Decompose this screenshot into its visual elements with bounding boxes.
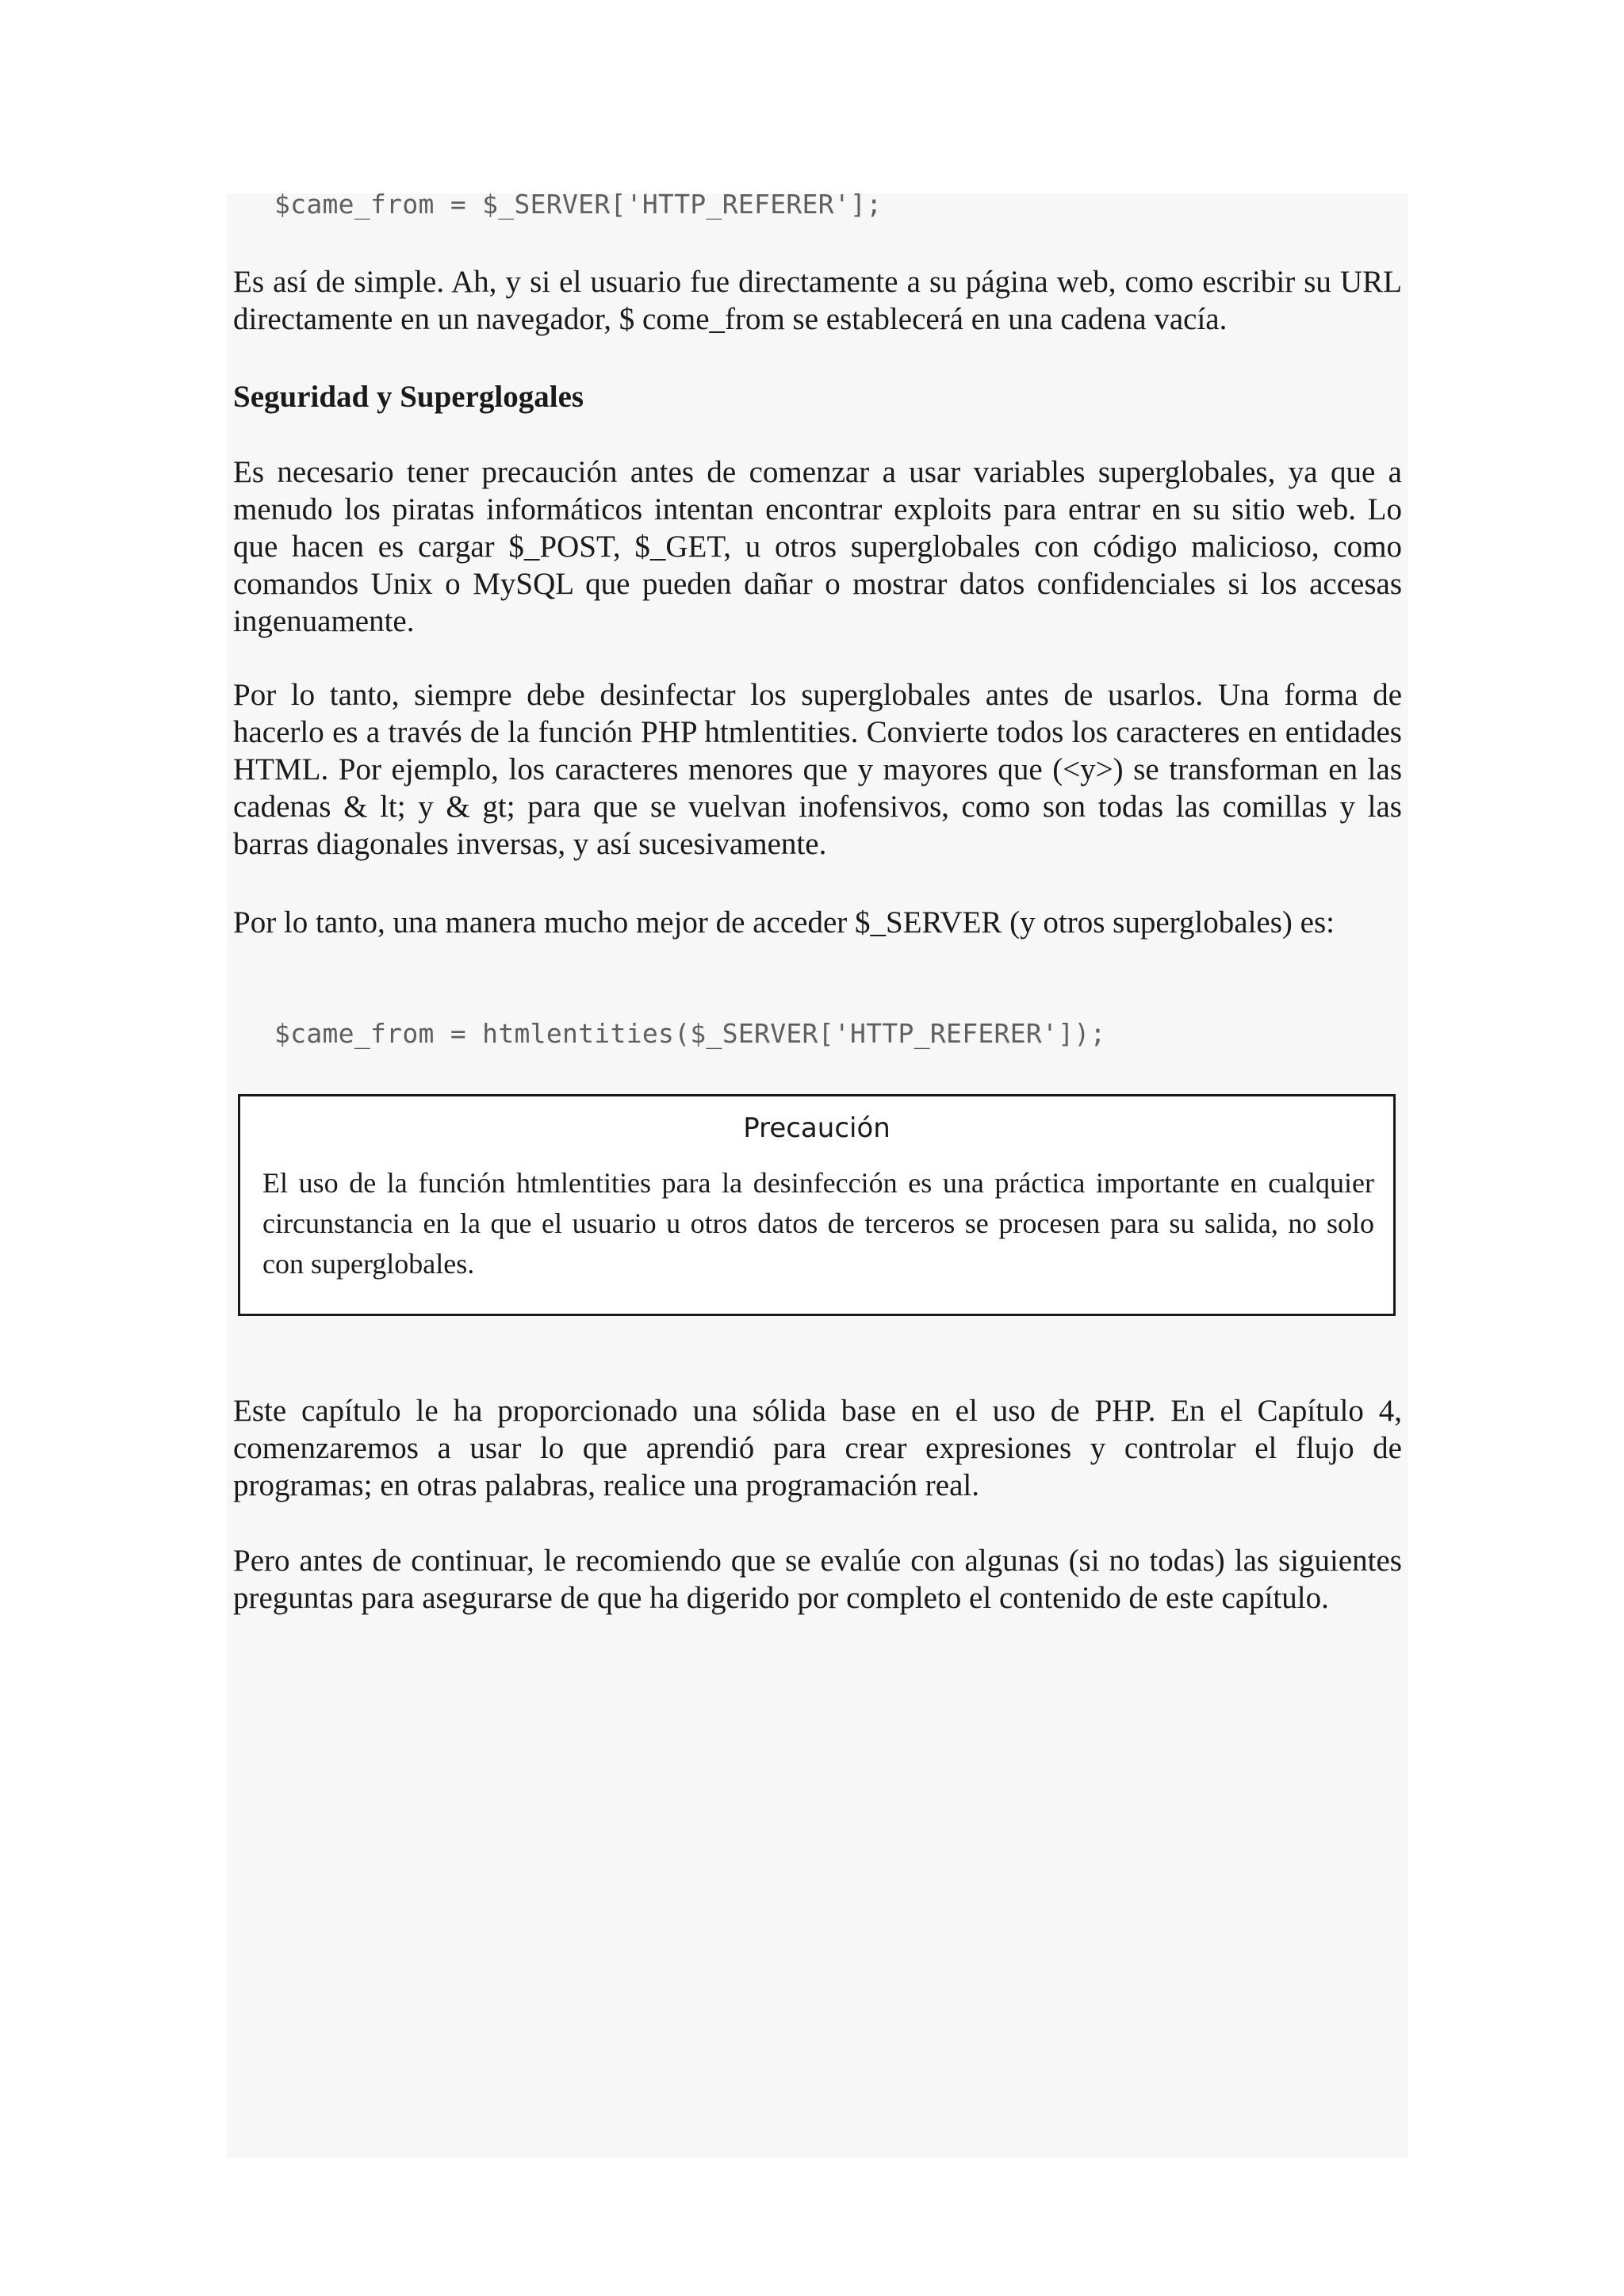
paragraph-chapter-summary: Este capítulo le ha proporcionado una sólida base en el uso de PHP. En el Capítulo 4, comenzaremos a usar lo que aprendió para crear expresiones y controlar el flujo de programas; en otras palabras, realice una programación real. <box>233 1394 1402 1502</box>
paragraph-empty-referer: Es así de simple. Ah, y si el usuario fue directamente a su página web, como escribir su URL directamente en un navegador, $ come_from se establecerá en una cadena vacía. <box>233 265 1402 336</box>
caution-box <box>238 1094 1396 1316</box>
caution-title: Precaución <box>743 1112 891 1144</box>
code-snippet-htmlentities: $came_from = htmlentities($_SERVER['HTTP_REFERER']); <box>274 1018 1106 1049</box>
caution-body: El uso de la función htmlentities para la desinfección es una práctica importante en cualquier circunstancia en la que el usuario u otros datos de terceros se procesen para su salida, no solo con superglobales. <box>262 1167 1374 1280</box>
section-heading-security: Seguridad y Superglogales <box>233 380 584 414</box>
paragraph-better-access: Por lo tanto, una manera mucho mejor de acceder $_SERVER (y otros superglobales) es: <box>233 905 1335 939</box>
paragraph-self-evaluation: Pero antes de continuar, le recomiendo que se evalúe con algunas (si no todas) las siguientes preguntas para asegurarse de que ha digerido por completo el contenido de este capítulo. <box>233 1544 1402 1615</box>
code-snippet-referer: $came_from = $_SERVER['HTTP_REFERER']; <box>274 189 883 220</box>
paragraph-sanitize: Por lo tanto, siempre debe desinfectar los superglobales antes de usarlos. Una forma de hacerlo es a través de la función PHP htmlentities. Convierte todos los caracteres en entidades HTML. Por ejemplo, los caracteres menores que y mayores que (<y>) se transforman en las cadenas & lt; y & gt; para que se vuelvan inofensivos, como son todas las comillas y las barras diagonales inversas, y así sucesivamente. <box>233 678 1402 861</box>
paragraph-security-warning: Es necesario tener precaución antes de comenzar a usar variables superglobales, ya que a menudo los piratas informáticos intentan encontrar exploits para entrar en su sitio web. Lo que hacen es cargar $_POST, $_GET, u otros superglobales con código malicioso, como comandos Unix o MySQL que pueden dañar o mostrar datos confidenciales si los accesas ingenuamente. <box>233 455 1402 638</box>
